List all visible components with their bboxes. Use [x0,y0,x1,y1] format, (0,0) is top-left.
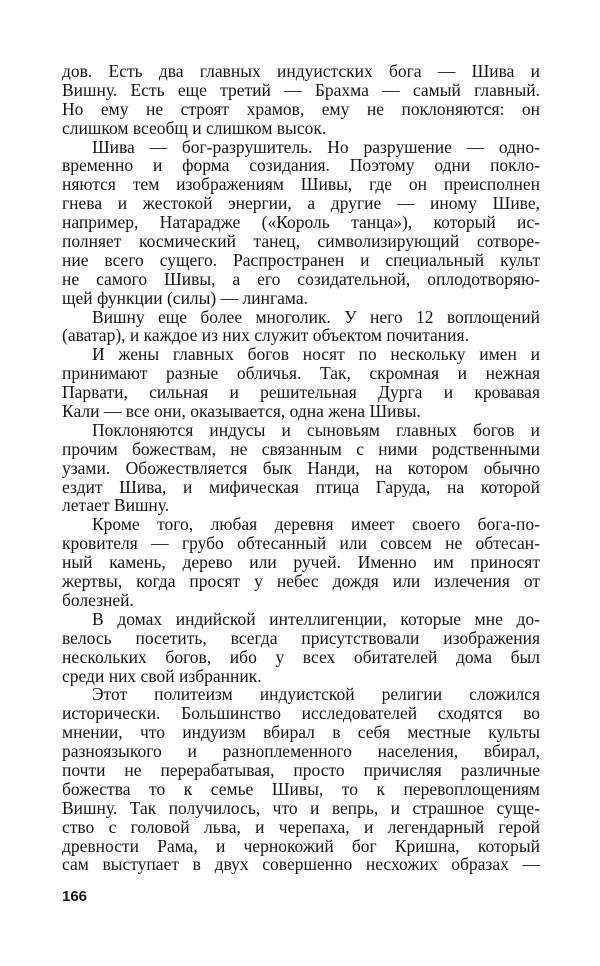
text-line: Вишну. Есть еще третий — Брахма — самый главный. [62,79,540,100]
text-line: почти не перерабатывая, просто причисляя различные [62,759,540,780]
text-line: божества то к семье Шивы, то к перевоплощениям [62,778,540,799]
text-line: (аватар), и каждое из них служит объектом почитания. [62,325,469,346]
text-line: мнении, что индуизм вбирал в себя местные культы [62,722,540,743]
text-line: узами. Обожествляется бык Нанди, на котором обычно [62,457,540,478]
text-line: жертвы, когда просят у небес дождя или излечения от [62,571,540,592]
page-body [62,62,540,874]
text-line: разноязыкого и разноплеменного населения, вбирал, [62,741,540,762]
text-line: не самого Шивы, а его созидательной, оплодотворяю- [62,268,540,289]
text-line: Парвати, сильная и решительная Дурга и кровавая [62,382,540,403]
text-line: гнева и жестокой энергии, а другие — иному Шиве, [62,193,540,214]
paragraph [62,62,540,138]
text-line: ездит Шива, и мифическая птица Гаруда, на которой [62,476,540,497]
text-line: болезней. [62,589,134,610]
text-line: Этот политеизм индуистской религии сложился [92,684,540,705]
text-line: щей функции (силы) — лингама. [62,287,309,308]
text-line: В домах индийской интеллигенции, которые мне до- [92,608,540,629]
paragraph [62,515,540,609]
text-line: полняет космический танец, символизирующий сотворе- [62,231,540,252]
text-line: Вишну. Так получилось, что и вепрь, и страшное суще- [62,797,540,818]
text-line: нескольких богов, ибо у всех обитателей дома был [62,646,540,667]
text-line: древности Рама, и чернокожий бог Кришна, который [62,835,540,856]
text-line: няются тем изображениям Шивы, где он преисполнен [62,174,540,195]
text-line: Но ему не строят храмов, ему не поклоняются: он [62,98,540,119]
text-line: Вишну еще более многолик. У него 12 воплощений [92,306,540,327]
text-line: дов. Есть два главных индуистских бога — Шива и [62,61,540,81]
paragraph [62,345,540,421]
paragraph [62,308,540,346]
text-line: Поклоняются индусы и сыновьям главных богов и [92,419,540,440]
text-line: велось посетить, всегда присутствовали изображения [62,627,540,648]
text-line: сам выступает в двух совершенно несхожих образах — [62,854,540,875]
text-line: исторически. Большинство исследователей сходятся во [62,703,540,724]
paragraph [62,421,540,515]
text-line: ние всего сущего. Распространен и специальный культ [62,249,540,270]
text-line: слишком всеобщ и слишком высок. [62,117,327,138]
text-line: Кроме того, любая деревня имеет своего бога-по- [92,514,540,535]
text-line: ство с головой льва, и черепаха, и легендарный герой [62,816,540,837]
text-line: принимают разные обличья. Так, скромная и нежная [62,363,540,384]
text-line: среди них свой избранник. [62,665,262,686]
page-number: 166 [62,888,88,905]
text-line: прочим божествам, не связанным с ними родственными [62,438,540,459]
text-line: временно и форма созидания. Поэтому одни покло- [62,155,540,176]
text-line: например, Натарадже («Король танца»), который ис- [62,212,540,233]
paragraph [62,138,540,308]
paragraph [62,685,540,874]
text-line: Шива — бог-разрушитель. Но разрушение — одно- [92,136,540,157]
text-line: кровителя — грубо обтесанный или совсем не обтесан- [62,533,540,554]
text-line: летает Вишну. [62,495,170,516]
text-line: И жены главных богов носят по нескольку имен и [92,344,540,365]
paragraph [62,610,540,686]
text-line: ный камень, дерево или ручей. Именно им приносят [62,552,540,573]
text-line: Кали — все они, оказывается, одна жена Шивы. [62,401,421,422]
